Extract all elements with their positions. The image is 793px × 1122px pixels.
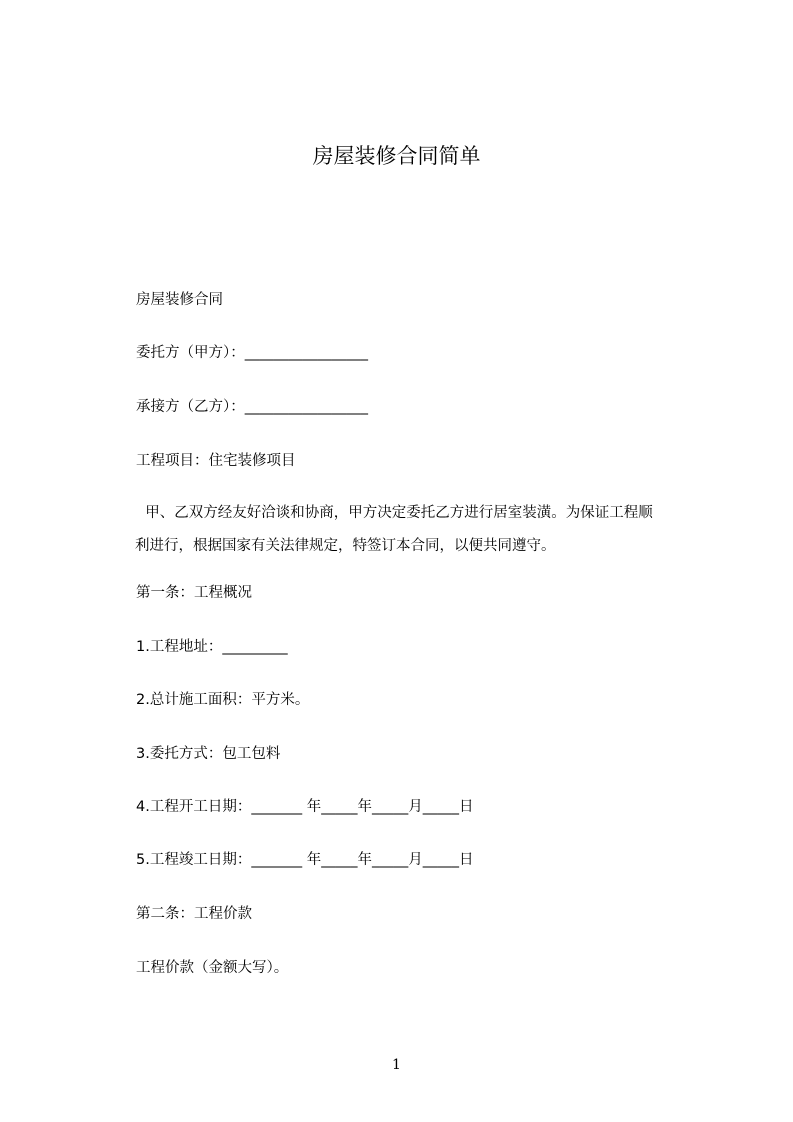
party-a-line: 委托方（甲方）：_________________ (136, 345, 368, 361)
page-number: 1 (392, 1057, 401, 1073)
party-b-line: 承接方（乙方）：_________________ (136, 399, 368, 415)
item-1-address: 1.工程地址：_________ (136, 639, 288, 655)
article-1-heading: 第一条：工程概况 (136, 585, 252, 601)
price-line: 工程价款（金额大写）。 (136, 960, 289, 976)
intro-paragraph (136, 497, 661, 563)
item-4-start-date: 4.工程开工日期：_______ 年_____年_____月_____日 (136, 799, 474, 815)
item-2-area: 2.总计施工面积：平方米。 (136, 692, 310, 708)
contract-heading: 房屋装修合同 (136, 292, 223, 308)
item-5-end-date: 5.工程竣工日期：_______ 年_____年_____月_____日 (136, 852, 474, 868)
article-2-heading: 第二条：工程价款 (136, 906, 252, 922)
project-line: 工程项目：住宅装修项目 (136, 453, 296, 469)
item-3-method: 3.委托方式：包工包料 (136, 746, 281, 762)
intro-paragraph-line-2: 利进行，根据国家有关法律规定，特签订本合同，以便共同遵守。 (135, 538, 556, 554)
intro-paragraph-line-1: 甲、乙双方经友好洽谈和协商，甲方决定委托乙方进行居室装潢。为保证工程顺 (136, 505, 653, 521)
document-title: 房屋装修合同简单 (312, 144, 481, 168)
